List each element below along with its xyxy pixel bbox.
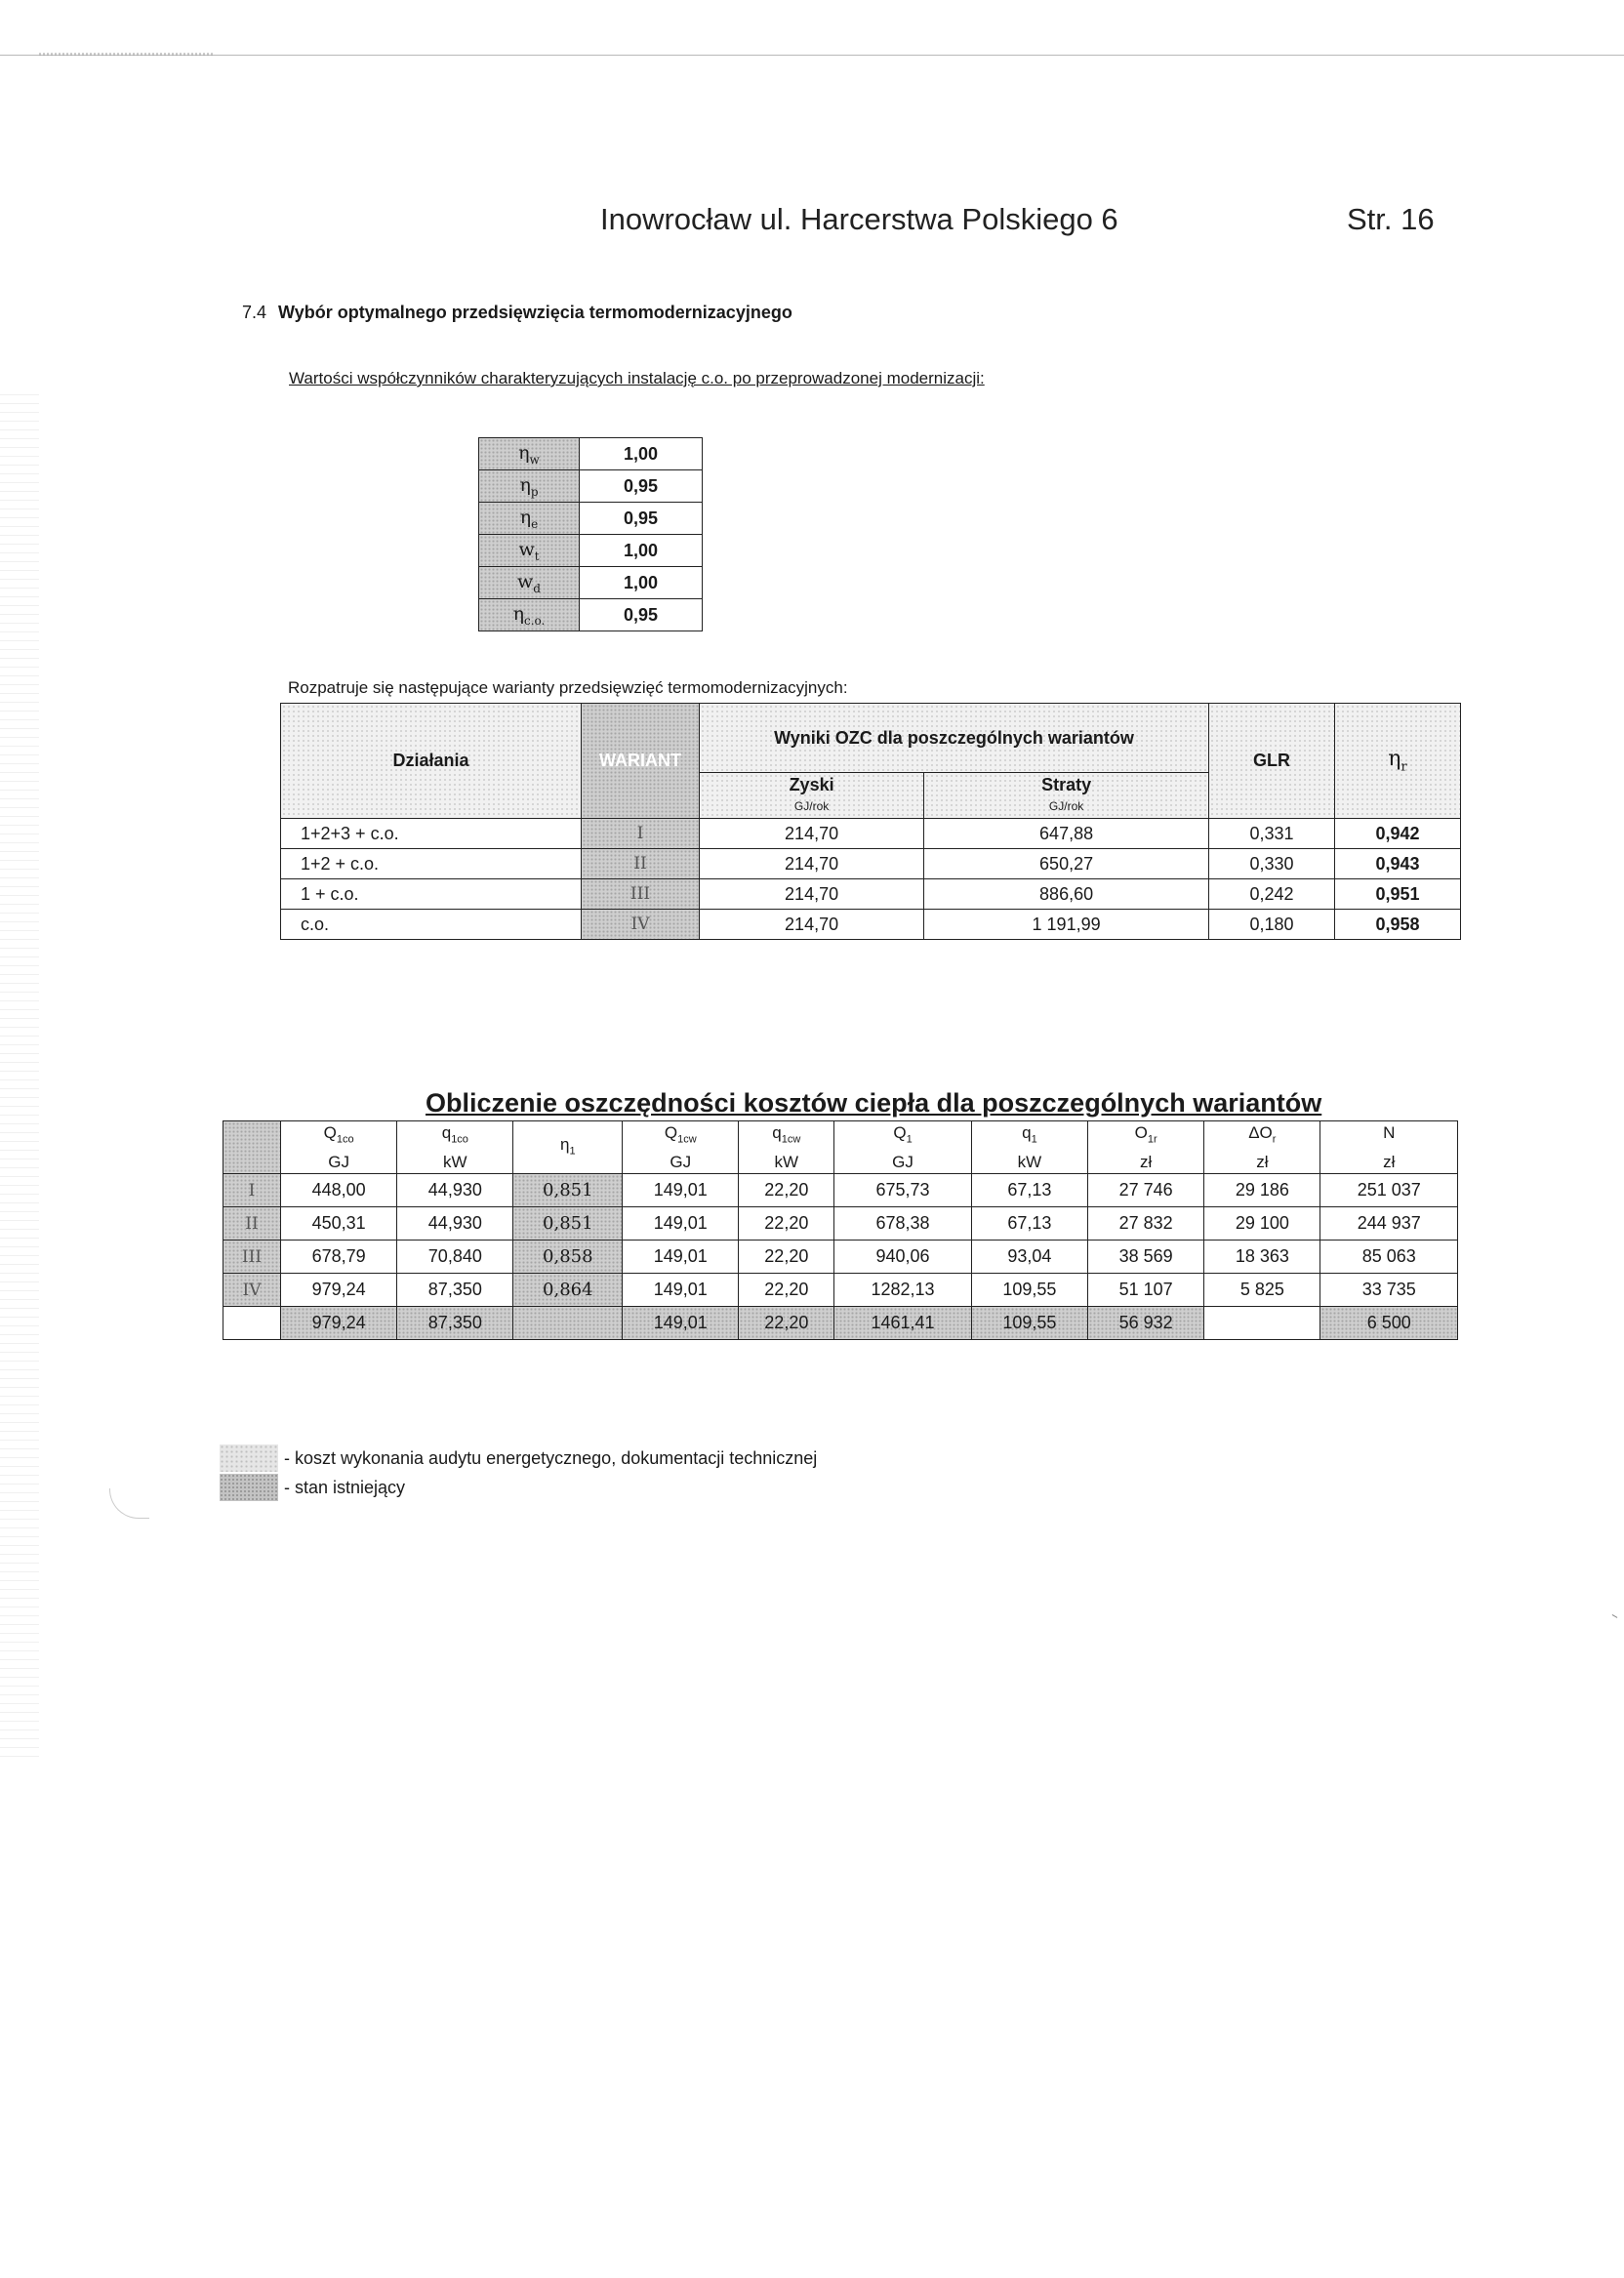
savings-cell: 678,79 <box>281 1241 397 1274</box>
symbol-sub: p <box>530 484 539 499</box>
eta-sub: r <box>1401 759 1407 775</box>
savings-cell: 56 932 <box>1088 1307 1204 1340</box>
variant-row <box>281 910 1461 940</box>
variants-caption: Rozpatruje się następujące warianty przedsięwzięć termomodernizacyjnych: <box>288 678 848 697</box>
symbol-main: η <box>519 473 531 496</box>
savings-cell <box>1204 1307 1320 1340</box>
header-symbol: O <box>1134 1123 1148 1142</box>
section-number: 7.4 <box>242 303 267 322</box>
coefficient-symbol <box>479 599 580 631</box>
header-losses <box>924 773 1209 819</box>
header-sub: 1 <box>1031 1133 1037 1146</box>
savings-header-cell <box>834 1121 972 1174</box>
symbol-sub: t <box>534 549 540 563</box>
header-symbol: Q <box>893 1123 907 1142</box>
variant-label: I <box>582 819 700 849</box>
savings-cell: 1461,41 <box>834 1307 972 1340</box>
header-unit: GJ <box>892 1153 914 1172</box>
gains-label: Zyski <box>789 775 834 794</box>
header-symbol: η <box>559 1134 570 1154</box>
savings-cell: 5 825 <box>1204 1274 1320 1307</box>
savings-header-cell <box>513 1121 623 1174</box>
variant-glr: 0,242 <box>1209 879 1335 910</box>
savings-cell: 0,851 <box>513 1174 623 1207</box>
coefficient-value: 0,95 <box>580 599 703 631</box>
savings-cell: 979,24 <box>281 1274 397 1307</box>
savings-cell: 51 107 <box>1088 1274 1204 1307</box>
savings-title: Obliczenie oszczędności kosztów ciepła dla poszczególnych wariantów <box>426 1088 1322 1118</box>
header-sub: 1 <box>906 1133 913 1146</box>
header-symbol: Q <box>323 1123 337 1142</box>
header-sub: 1cw <box>781 1133 801 1146</box>
section-title-text: Wybór optymalnego przedsięwzięcia termomodernizacyjnego <box>278 303 792 322</box>
coefficient-symbol <box>479 470 580 503</box>
savings-header-cell <box>739 1121 834 1174</box>
savings-row <box>223 1241 1458 1274</box>
header-sub: 1cw <box>677 1133 697 1146</box>
savings-header-cell <box>1204 1121 1320 1174</box>
savings-cell: 450,31 <box>281 1207 397 1241</box>
header-unit: zł <box>1139 1153 1153 1172</box>
scan-line <box>0 55 1624 56</box>
variant-row <box>281 879 1461 910</box>
savings-cell: 109,55 <box>971 1274 1087 1307</box>
variant-row <box>281 849 1461 879</box>
savings-cell: 27 746 <box>1088 1174 1204 1207</box>
variants-table <box>280 703 1461 940</box>
savings-cell: 149,01 <box>623 1174 739 1207</box>
savings-row-label: I <box>223 1174 281 1207</box>
variant-glr: 0,331 <box>1209 819 1335 849</box>
header-unit: GJ <box>328 1153 349 1172</box>
savings-header-cell <box>1088 1121 1204 1174</box>
header-unit: kW <box>443 1153 467 1172</box>
savings-header-cell <box>281 1121 397 1174</box>
coefficient-value: 1,00 <box>580 535 703 567</box>
header-eta <box>1335 704 1461 819</box>
header-symbol: ΔO <box>1248 1123 1273 1142</box>
header-actions: Działania <box>281 704 582 819</box>
coefficient-row <box>479 567 703 599</box>
savings-cell: 67,13 <box>971 1207 1087 1241</box>
savings-cell: 22,20 <box>739 1207 834 1241</box>
symbol-sub: w <box>529 452 540 467</box>
savings-cell: 29 100 <box>1204 1207 1320 1241</box>
savings-row-label: III <box>223 1241 281 1274</box>
savings-cell: 22,20 <box>739 1174 834 1207</box>
savings-header-cell <box>623 1121 739 1174</box>
variants-header-row <box>281 704 1461 773</box>
savings-header-row <box>223 1121 1458 1174</box>
savings-cell: 70,840 <box>397 1241 513 1274</box>
savings-row-label: IV <box>223 1274 281 1307</box>
coefficients-caption: Wartości współczynników charakteryzujących instalację c.o. po przeprowadzonej modernizacji: <box>289 369 985 387</box>
coefficient-value: 0,95 <box>580 470 703 503</box>
coefficient-row <box>479 470 703 503</box>
savings-cell: 0,851 <box>513 1207 623 1241</box>
savings-cell: 979,24 <box>281 1307 397 1340</box>
savings-table <box>223 1120 1458 1340</box>
variant-eta: 0,943 <box>1335 849 1461 879</box>
savings-cell: 251 037 <box>1320 1174 1458 1207</box>
variant-label: IV <box>582 910 700 940</box>
variant-losses: 647,88 <box>924 819 1209 849</box>
header-unit: zł <box>1383 1153 1396 1172</box>
coefficient-value: 1,00 <box>580 567 703 599</box>
savings-cell: 149,01 <box>623 1241 739 1274</box>
variant-eta: 0,951 <box>1335 879 1461 910</box>
header-unit: kW <box>774 1153 799 1172</box>
savings-row-label: II <box>223 1207 281 1241</box>
variant-losses: 1 191,99 <box>924 910 1209 940</box>
scan-mark <box>1609 1614 1618 1623</box>
savings-header-cell <box>971 1121 1087 1174</box>
symbol-main: w <box>518 538 535 560</box>
savings-cell: 0,858 <box>513 1241 623 1274</box>
scan-edge-noise <box>0 390 39 1757</box>
savings-cell: 149,01 <box>623 1307 739 1340</box>
variant-action: 1+2 + c.o. <box>281 849 582 879</box>
savings-cell: 675,73 <box>834 1174 972 1207</box>
variant-row <box>281 819 1461 849</box>
savings-corner <box>223 1121 281 1174</box>
coefficient-row <box>479 535 703 567</box>
savings-cell: 38 569 <box>1088 1241 1204 1274</box>
variant-gains: 214,70 <box>700 819 924 849</box>
header-gains <box>700 773 924 819</box>
legend-text-audit: - koszt wykonania audytu energetycznego, dokumentacji technicznej <box>284 1448 818 1468</box>
savings-cell: 149,01 <box>623 1207 739 1241</box>
savings-cell: 22,20 <box>739 1307 834 1340</box>
savings-cell: 149,01 <box>623 1274 739 1307</box>
variant-gains: 214,70 <box>700 879 924 910</box>
savings-row-label <box>223 1307 281 1340</box>
header-sub: 1 <box>569 1144 576 1157</box>
header-symbol: Q <box>664 1123 678 1142</box>
savings-row <box>223 1307 1458 1340</box>
legend-swatch-existing <box>220 1474 278 1501</box>
variant-label: III <box>582 879 700 910</box>
header-ozc: Wyniki OZC dla poszczególnych wariantów <box>700 704 1209 773</box>
variant-glr: 0,330 <box>1209 849 1335 879</box>
coefficient-value: 1,00 <box>580 438 703 470</box>
savings-cell: 29 186 <box>1204 1174 1320 1207</box>
section-heading <box>242 303 792 323</box>
coefficient-row <box>479 599 703 631</box>
variant-losses: 886,60 <box>924 879 1209 910</box>
savings-cell: 6 500 <box>1320 1307 1458 1340</box>
coefficient-symbol <box>479 438 580 470</box>
variant-label: II <box>582 849 700 879</box>
variant-action: 1 + c.o. <box>281 879 582 910</box>
scan-mark <box>109 1488 149 1519</box>
savings-cell: 18 363 <box>1204 1241 1320 1274</box>
coefficient-symbol <box>479 535 580 567</box>
savings-cell: 448,00 <box>281 1174 397 1207</box>
header-symbol: q <box>772 1123 782 1142</box>
header-unit: kW <box>1017 1153 1042 1172</box>
savings-cell <box>513 1307 623 1340</box>
savings-cell: 1282,13 <box>834 1274 972 1307</box>
header-symbol: N <box>1383 1123 1396 1142</box>
losses-label: Straty <box>1041 775 1092 794</box>
savings-cell: 940,06 <box>834 1241 972 1274</box>
coefficient-row <box>479 503 703 535</box>
savings-cell: 93,04 <box>971 1241 1087 1274</box>
savings-row <box>223 1274 1458 1307</box>
variant-losses: 650,27 <box>924 849 1209 879</box>
header-sub: 1r <box>1147 1133 1157 1146</box>
variant-eta: 0,958 <box>1335 910 1461 940</box>
page-number: Str. 16 <box>1347 202 1435 236</box>
variant-gains: 214,70 <box>700 849 924 879</box>
symbol-main: w <box>517 570 534 592</box>
gains-unit: GJ/rok <box>793 799 830 813</box>
savings-header-cell <box>397 1121 513 1174</box>
coefficient-symbol <box>479 503 580 535</box>
header-variant: WARIANT <box>582 704 700 819</box>
coefficient-value: 0,95 <box>580 503 703 535</box>
savings-cell: 33 735 <box>1320 1274 1458 1307</box>
header-symbol: q <box>1022 1123 1032 1142</box>
symbol-main: η <box>512 602 524 625</box>
savings-cell: 87,350 <box>397 1274 513 1307</box>
symbol-sub: e <box>531 516 539 531</box>
header-sub: 1co <box>336 1133 354 1146</box>
scan-artifact <box>39 53 215 56</box>
header-sub: 1co <box>451 1133 468 1146</box>
savings-cell: 0,864 <box>513 1274 623 1307</box>
savings-cell: 85 063 <box>1320 1241 1458 1274</box>
savings-cell: 22,20 <box>739 1241 834 1274</box>
losses-unit: GJ/rok <box>1048 799 1084 813</box>
savings-cell: 27 832 <box>1088 1207 1204 1241</box>
header-sub: r <box>1272 1133 1277 1146</box>
variant-gains: 214,70 <box>700 910 924 940</box>
header-glr: GLR <box>1209 704 1335 819</box>
variant-glr: 0,180 <box>1209 910 1335 940</box>
header-unit: GJ <box>670 1153 692 1172</box>
symbol-main: η <box>518 441 530 464</box>
eta-symbol: η <box>1388 747 1401 772</box>
coefficient-symbol <box>479 567 580 599</box>
savings-cell: 87,350 <box>397 1307 513 1340</box>
savings-cell: 109,55 <box>971 1307 1087 1340</box>
savings-row <box>223 1207 1458 1241</box>
variant-action: c.o. <box>281 910 582 940</box>
savings-cell: 22,20 <box>739 1274 834 1307</box>
savings-cell: 678,38 <box>834 1207 972 1241</box>
variant-eta: 0,942 <box>1335 819 1461 849</box>
savings-cell: 244 937 <box>1320 1207 1458 1241</box>
header-unit: zł <box>1256 1153 1269 1172</box>
savings-header-cell <box>1320 1121 1458 1174</box>
symbol-sub: c.o. <box>524 613 546 628</box>
symbol-sub: d <box>533 581 541 595</box>
legend-text-existing: - stan istniejący <box>284 1478 406 1497</box>
savings-row <box>223 1174 1458 1207</box>
variant-action: 1+2+3 + c.o. <box>281 819 582 849</box>
symbol-main: η <box>519 506 532 528</box>
savings-cell: 44,930 <box>397 1174 513 1207</box>
coefficients-table <box>478 437 703 631</box>
legend-swatch-audit <box>220 1444 278 1472</box>
coefficient-row <box>479 438 703 470</box>
header-symbol: q <box>441 1123 452 1142</box>
savings-cell: 44,930 <box>397 1207 513 1241</box>
page-header-title: Inowrocław ul. Harcerstwa Polskiego 6 <box>600 202 1118 236</box>
savings-cell: 67,13 <box>971 1174 1087 1207</box>
